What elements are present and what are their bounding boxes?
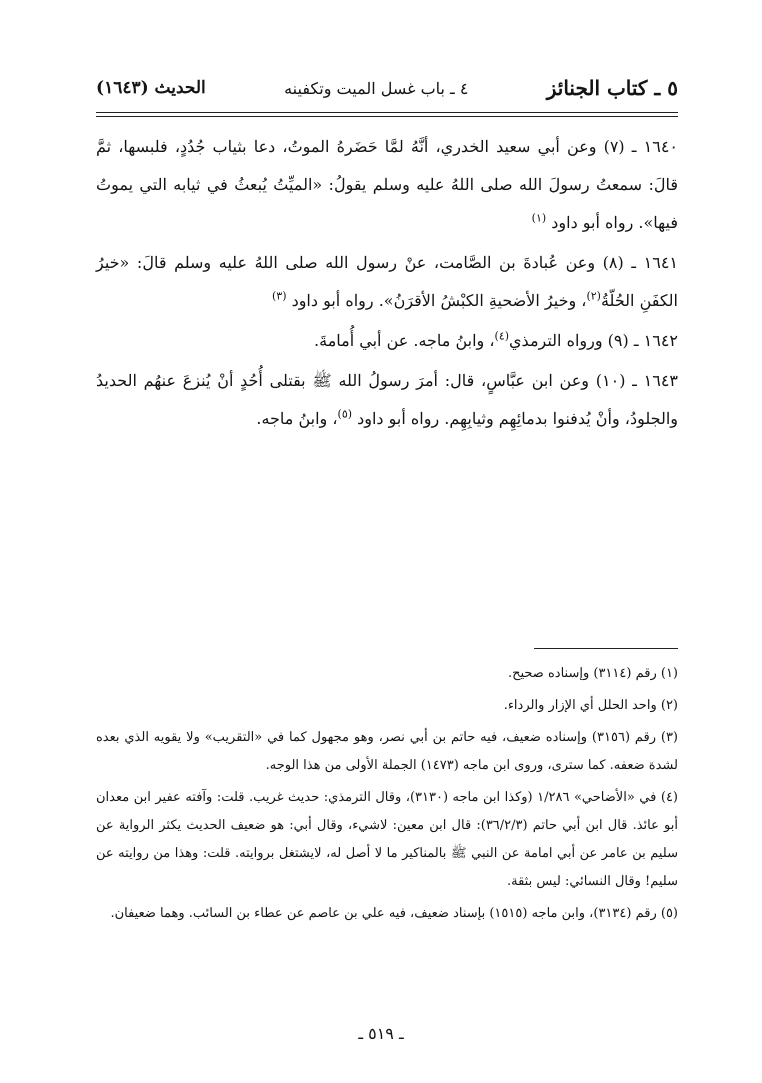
hadith-1640: ١٦٤٠ ـ (٧) وعن أبي سعيد الخدري، أنَّهُ لمَّا حَضَرهُ الموتُ، دعا بثياب جُدُدٍ، فلبسها، ثمَّ قالَ: سمعتُ رسولَ الله صلى اللهُ عليه وسلم يقولُ: «الميِّتُ يُبعثُ في ثيابه التي يموتُ فيها». رواه أبو داود $^{(١)}$ (96, 137, 679, 232)
footnote-1: (١) رقم (٣١١٤) وإسناده صحيح. (507, 666, 678, 681)
footnote-ref: (٣) (271, 289, 287, 303)
footnote-ref: (١) (531, 211, 547, 225)
hadith-1643: ١٦٤٣ ـ (١٠) وعن ابن عبَّاسٍ، قال: أمرَ رسولُ الله ﷺ بقتلى أُحُدٍ أنْ يُنزعَ عنهُم الحديدُ والجلودُ، وأنْ يُدفنوا بدمائِهِم وثيابِهِم. رواه أبو داود $^{(٥)}$، وابنُ ماجه. (96, 371, 678, 428)
main-text (96, 128, 678, 440)
book-title: ٥ ـ كتاب الجنائز (546, 76, 678, 100)
chapter-title: ٤ ـ باب غسل الميت وتكفينه (284, 78, 469, 98)
header-divider (96, 112, 678, 117)
footnote-4: (٤) في «الأضاحي» ١/٢٨٦ (وكذا ابن ماجه (٣١٣٠)، وقال الترمذي: حديث غريب. قلت: وآفته عفير ابن معدان أبو عائذ. قال ابن أبي حاتم (٣٦/٢/٣): قال ابن معين: لاشيء، وقال أبي: هو ضعيف الحديث يكثر الرواية عن سليم بن عامر عن أبي امامة عن النبي ﷺ بالمناكير ما لا أصل له، لايشتغل بروايته. قلت: وهذا من روايته عن سليم! وقال النسائي: ليس بثقة. (96, 790, 678, 889)
footnote-ref: (٥) (337, 407, 353, 421)
page-number: ـ ٥١٩ ـ (358, 1024, 404, 1043)
running-header (96, 68, 678, 108)
hadith-1641: ١٦٤١ ـ (٨) وعن عُبادةَ بن الصَّامت، عنْ رسول الله صلى اللهُ عليه وسلم قالَ: «خيرُ الكفَنِ الحُلّةُ$^{(٢)}$، وخيرُ الأضحيةِ الكبْشُ الأقرَنُ». رواه أبو داود $^{(٣)}$ (96, 253, 678, 310)
footnote-ref: (٢) (586, 289, 601, 303)
hadith-range: الحديث (١٦٤٣) (96, 78, 206, 98)
footnote-3: (٣) رقم (٣١٥٦) وإسناده ضعيف، فيه حاتم بن أبي نصر، وهو مجهول كما في «التقريب» ولا يقويه الذي بعده لشدة ضعفه. كما سترى، وروى ابن ماجه (١٤٧٣) الجملة الأولى من هذا الوجه. (96, 730, 678, 773)
footnote-ref: (٤) (494, 329, 510, 343)
footnote-divider (534, 648, 678, 649)
footnote-5: (٥) رقم (٣١٣٤)، وابن ماجه (١٥١٥) بإسناد ضعيف، فيه علي بن عاصم عن عطاء بن السائب. وهما ضعيفان. (110, 906, 678, 921)
footnote-2: (٢) واحد الحلل أي الإزار والرداء. (503, 698, 678, 713)
footnotes (96, 660, 678, 932)
hadith-1642: ١٦٤٢ ـ (٩) ورواه الترمذي$^{(٤)}$، وابنُ ماجه. عن أبي أُمامةَ. (314, 329, 678, 350)
